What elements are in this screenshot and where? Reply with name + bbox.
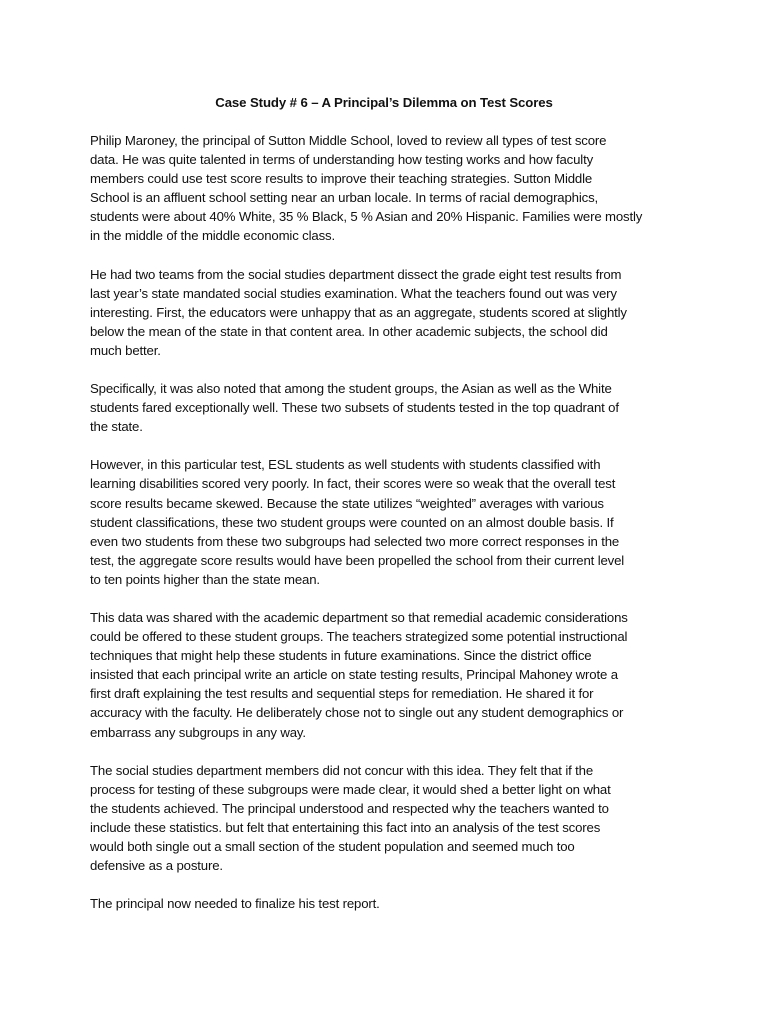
text-line: even two students from these two subgroups had selected two more correct responses in the: [90, 533, 620, 549]
text-line: The principal now needed to finalize his test report.: [90, 896, 380, 912]
text-line: This data was shared with the academic department so that remedial academic considerations: [90, 609, 628, 625]
text-line: The social studies department members did not concur with this idea. They felt that if the: [90, 762, 594, 778]
text-line: would both single out a small section of the student population and seemed much too: [90, 839, 575, 854]
document-title: Case Study # 6 – A Principal’s Dilemma on Test Scores: [215, 95, 553, 110]
text-line: could be offered to these student groups. The teachers strategized some potential instructional: [90, 629, 628, 645]
text-line: Specifically, it was also noted that among the student groups, the Asian as well as the White: [90, 381, 612, 397]
text-line: process for testing of these subgroups were made clear, it would shed a better light on what: [90, 781, 611, 797]
text-line: learning disabilities scored very poorly. In fact, their scores were so weak that the overall test: [90, 476, 616, 492]
text-line: test, the aggregate score results would have been propelled the school from their current level: [90, 552, 625, 568]
text-line: students fared exceptionally well. These two subsets of students tested in the top quadrant of: [90, 400, 619, 416]
text-line: include these statistics. but felt that entertaining this fact into an analysis of the test scores: [90, 819, 601, 835]
text-line: below the mean of the state in that content area. In other academic subjects, the school did: [90, 323, 608, 339]
text-line: the students achieved. The principal understood and respected why the teachers wanted to: [90, 800, 609, 816]
paragraph: [90, 608, 680, 742]
text-line: However, in this particular test, ESL students as well students with students classified with: [90, 457, 601, 473]
text-line: defensive as a posture.: [90, 858, 223, 874]
text-line: He had two teams from the social studies department dissect the grade eight test results from: [90, 266, 622, 282]
document-body: [90, 131, 680, 932]
text-line: student classifications, these two student groups were counted on an almost double basis. If: [90, 514, 614, 530]
text-line: Philip Maroney, the principal of Sutton Middle School, loved to review all types of test score: [90, 133, 607, 148]
text-line: interesting. First, the educators were unhappy that as an aggregate, students scored at slightly: [90, 304, 627, 320]
text-line: techniques that might help these students in future examinations. Since the district office: [90, 648, 592, 664]
paragraph: [90, 894, 680, 913]
text-line: score results became skewed. Because the state utilizes “weighted” averages with various: [90, 495, 604, 511]
paragraph: [90, 761, 680, 876]
text-line: in the middle of the middle economic class.: [90, 228, 335, 244]
paragraph: [90, 131, 680, 246]
text-line: last year’s state mandated social studies examination. What the teachers found out was very: [90, 285, 617, 301]
text-line: to ten points higher than the state mean.: [90, 571, 320, 587]
text-line: insisted that each principal write an article on state testing results, Principal Mahoney wrote a: [90, 667, 618, 683]
text-line: members could use test score results to improve their teaching strategies. Sutton Middle: [90, 171, 593, 187]
text-line: data. He was quite talented in terms of understanding how testing works and how faculty: [90, 152, 594, 168]
paragraph: [90, 455, 680, 589]
text-line: students were about 40% White, 35 % Black, 5 % Asian and 20% Hispanic. Families were mostly: [90, 209, 643, 225]
text-line: embarrass any subgroups in any way.: [90, 724, 306, 740]
text-line: accuracy with the faculty. He deliberately chose not to single out any student demographics or: [90, 705, 624, 721]
text-line: first draft explaining the test results and sequential steps for remediation. He shared it for: [90, 686, 594, 702]
paragraph: [90, 265, 680, 360]
text-line: the state.: [90, 419, 143, 435]
text-line: much better.: [90, 342, 161, 358]
text-line: School is an affluent school setting near an urban locale. In terms of racial demographics,: [90, 190, 599, 206]
paragraph: [90, 379, 680, 436]
